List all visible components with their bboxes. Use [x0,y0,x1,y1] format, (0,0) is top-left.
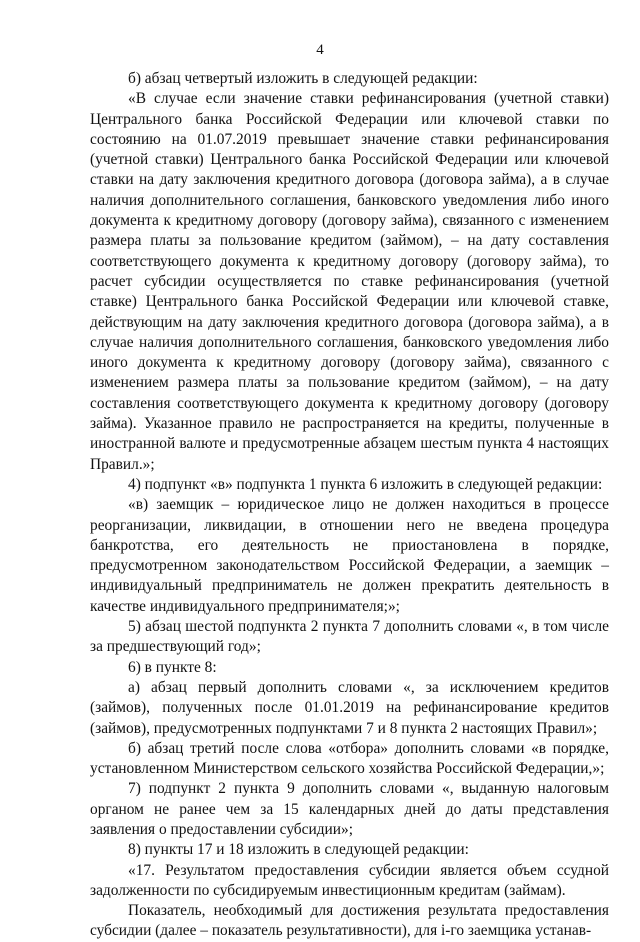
paragraph-item-6b: б) абзац третий после слова «отбора» дополнить словами «в порядке, установленном Министерством сельского хозяйства Российской Федерации,»; [90,739,609,778]
paragraph-refinancing-rate: «В случае если значение ставки рефинансирования (учетной ставки) Центрального банка Российской Федерации или ключевой ставки по состоянию на 01.07.2019 превышает значение ставки рефинансирования (учетной ставки) Центрального банка Российской Федерации или ключевой ставки на дату заключения кредитного договора (договора займа), а в случае наличия дополнительного соглашения, банковского уведомления либо иного документа к кредитному договору (договору займа), связанного с изменением размера платы за пользование кредитом (займом), – на дату составления соответствующего документа к кредитному договору (договору займа), то расчет субсидии осуществляется по ставке рефинансирования (учетной ставке) Центрального банка Российской Федерации или ключевой ставке, действующим на дату заключения кредитного договора (договора займа), а в случае наличия дополнительного соглашения, банковского уведомления либо иного документа к кредитному договору (договору займа), связанного с изменением размера платы за пользование кредитом (займом), – на дату составления соответствующего документа к кредитному договору (договору займа). Указанное правило не распространяется на кредиты, полученные в иностранной валюте и предусмотренные абзацем шестым пункта 4 настоящих Правил.»; [90,90,609,473]
paragraph-item-5: 5) абзац шестой подпункта 2 пункта 7 дополнить словами «, в том числе за предшествующий год»; [90,618,609,656]
paragraph-item-7: 7) подпункт 2 пункта 9 дополнить словами «, выданную налоговым органом не ранее чем за 15 календарных дней до даты представления заявления о предоставлении субсидии»; [90,780,609,838]
paragraph-performance-indicator: Показатель, необходимый для достижения результата предоставления субсидии (далее – показатель результативности), для i-го заемщика устанав- [90,902,609,940]
paragraph-clause-17: «17. Результатом предоставления субсидии является объем ссудной задолженности по субсидируемым инвестиционным кредитам (займам). [90,861,609,899]
paragraph-item-b-header: б) абзац четвертый изложить в следующей редакции: [128,70,478,87]
paragraph-item-6: 6) в пункте 8: [128,658,217,676]
paragraph-item-6a: а) абзац первый дополнить словами «, за исключением кредитов (займов), полученных после 01.01.2019 на рефинансирование кредитов (займов), предусмотренных подпунктами 7 и 8 пункта 2 настоящих Правил»; [90,678,609,737]
document-body [90,69,609,942]
paragraph-borrower-requirements: «в) заемщик – юридическое лицо не должен находиться в процессе реорганизации, ликвидации, в отношении него не введена процедура банкротства, его деятельность не приостановлена в порядке, предусмотренном законодательством Российской Федерации, а заемщик – индивидуальный предприниматель не должен прекратить деятельность в качестве индивидуального предпринимателя;»; [90,496,609,615]
page-number: 4 [316,42,324,58]
paragraph-item-4: 4) подпункт «в» подпункта 1 пункта 6 изложить в следующей редакции: [128,475,603,493]
paragraph-item-8: 8) пункты 17 и 18 изложить в следующей редакции: [128,841,469,859]
